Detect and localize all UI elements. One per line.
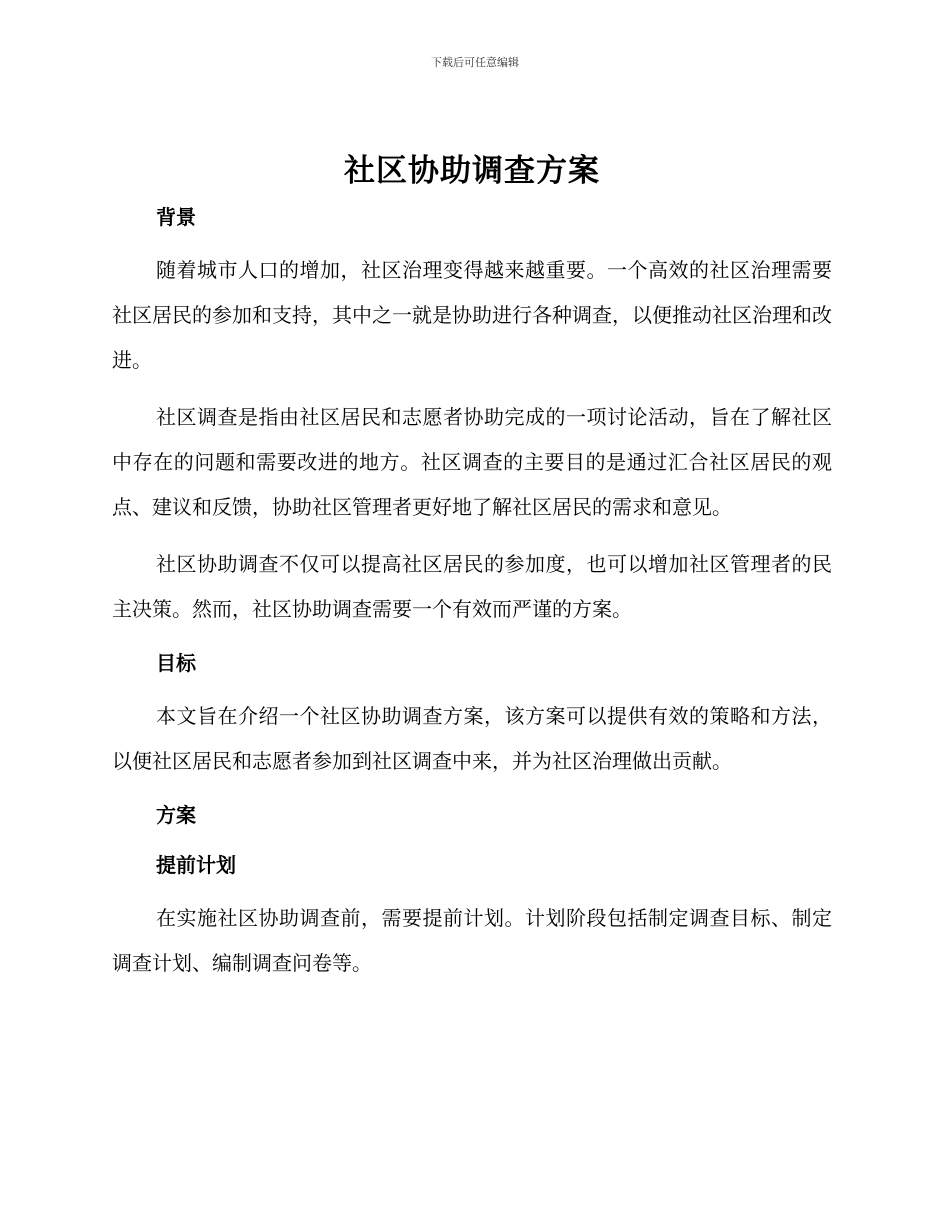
section-heading-goal: 目标 xyxy=(156,651,196,675)
section-heading-plan: 方案 xyxy=(156,803,196,827)
section-heading-background: 背景 xyxy=(156,205,196,229)
paragraph: 社区调查是指由社区居民和志愿者协助完成的一项讨论活动，旨在了解社区中存在的问题和需要改进的地方。社区调查的主要目的是通过汇合社区居民的观点、建议和反馈，协助社区管理者更好地了解社区居民的需求和意见。 xyxy=(112,405,832,519)
page-header-note: 下载后可任意编辑 xyxy=(431,56,519,69)
document-body xyxy=(112,148,832,998)
paragraph: 本文旨在介绍一个社区协助调查方案，该方案可以提供有效的策略和方法，以便社区居民和志愿者参加到社区调查中来，并为社区治理做出贡献。 xyxy=(112,704,832,773)
document-title: 社区协助调查方案 xyxy=(344,153,600,189)
subsection-heading-advance-planning: 提前计划 xyxy=(156,853,236,877)
paragraph: 社区协助调查不仅可以提高社区居民的参加度，也可以增加社区管理者的民主决策。然而，社区协助调查需要一个有效而严谨的方案。 xyxy=(112,552,832,621)
paragraph: 随着城市人口的增加，社区治理变得越来越重要。一个高效的社区治理需要社区居民的参加和支持，其中之一就是协助进行各种调查，以便推动社区治理和改进。 xyxy=(112,258,832,372)
paragraph: 在实施社区协助调查前，需要提前计划。计划阶段包括制定调查目标、制定调查计划、编制调查问卷等。 xyxy=(112,906,832,975)
